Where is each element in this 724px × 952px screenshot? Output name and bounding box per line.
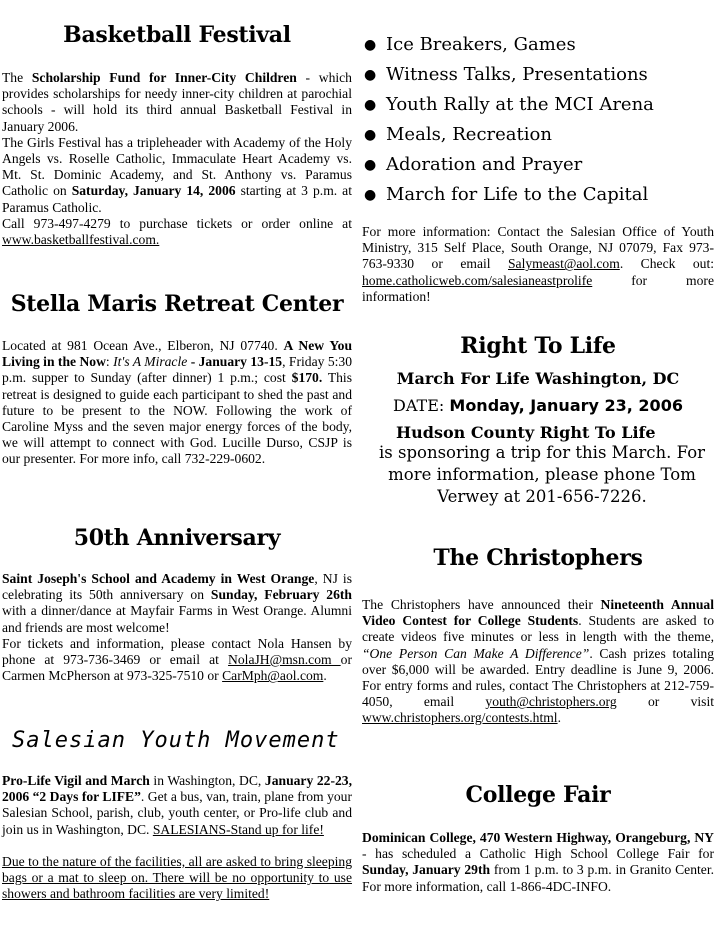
- rtl-title: Right To Life: [460, 333, 616, 359]
- nola-email-link[interactable]: NolaJH@msn.com: [228, 652, 341, 668]
- rtl-date: DATE: Monday, January 23, 2006: [393, 396, 683, 415]
- rtl-body: is sponsoring a trip for this March. For more information, please phone Tom Verwey at 201-656-7226.: [378, 443, 706, 506]
- rtl-subtitle: March For Life Washington, DC: [396, 369, 680, 388]
- right-to-life-section: [362, 333, 714, 508]
- christophers-title: The Christophers: [433, 545, 643, 571]
- activity-list: [362, 30, 714, 210]
- stella-section: [2, 291, 352, 468]
- stella-body: Located at 981 Ocean Ave., Elberon, NJ 07740. A New You Living in the Now: It's A Miracle - January 13-15, Friday 5:30 p.m. supper to Sunday (after dinner) 1 p.m.; cost $170. This retreat is designed to guide each participant to shed the past and future to be present to the NOW. Following the work of Caroline Myss and the seven major energy forces of the body, we will attempt to connect with God. Lucille Durso, CSJP is our presenter. For more info, call 732-229-0602.: [2, 338, 353, 467]
- christophers-body: The Christophers have announced their Nineteenth Annual Video Contest for College Students. Students are asked to create videos five minutes or less in length with the theme, “One Person Can Make A Difference”. Cash prizes totaling over $6,000 will be awarded. Entry deadline is June 9, 2006. For entry forms and rules, contact The Christophers at 212-759-4050, email youth@christophers.org or visit www.christophers.org/contests.html.: [362, 597, 714, 726]
- salesian-web-link[interactable]: home.catholicweb.com/salesianeastprolife: [362, 272, 593, 288]
- christophers-web-link[interactable]: www.christophers.org/contests.html: [362, 710, 558, 726]
- salesian-title: Salesian Youth Movement: [12, 728, 340, 753]
- christophers-email-link[interactable]: youth@christophers.org: [485, 694, 617, 710]
- salesian-section: [2, 728, 352, 902]
- anniversary-section: [2, 525, 352, 684]
- anniversary-body: Saint Joseph's School and Academy in West Orange, NJ is celebrating its 50th anniversary on Sunday, February 26th with a dinner/dance at Mayfair Farms in West Orange. Alumni and friends are most welcome! For tickets and information, please contact Nola Hansen by phone at 973-736-3469 or email at NolaJH@msn.com or Carmen McPherson at 973-325-7510 or CarMph@aol.com.: [2, 571, 353, 684]
- salesian-notice: Due to the nature of the facilities, all are asked to bring sleeping bags or a mat to sleep on. There will be no opportunity to use showers and bathroom facilities are very limited!: [2, 853, 352, 902]
- salesian-email-link[interactable]: Salymeast@aol.com: [508, 256, 620, 272]
- carmen-email-link[interactable]: CarMph@aol.com: [222, 668, 324, 684]
- basketball-body: The Scholarship Fund for Inner-City Children - which provides scholarships for needy inner-city children at parochial schools - will hold its third annual Basketball Festival in January 2006. The Girls Festival has a tripleheader with Academy of the Holy Angels vs. Roselle Catholic, Immaculate Heart Academy vs. Mt. St. Dominic Academy, and St. Anthony vs. Paramus Catholic on Saturday, January 14, 2006 starting at 3 p.m. at Paramus Catholic. Call 973-497-4279 to purchase tickets or order online at www.basketballfestival.com.: [2, 70, 352, 248]
- basketball-section: [2, 22, 352, 248]
- list-item: ● Youth Rally at the MCI Arena: [364, 94, 654, 115]
- rtl-org: Hudson County Right To Life: [396, 423, 656, 442]
- college-body: Dominican College, 470 Western Highway, Orangeburg, NY - has scheduled a Catholic High School College Fair for Sunday, January 29th from 1 p.m. to 3 p.m. in Granito Center. For more information, call 1-866-4DC-INFO.: [362, 830, 714, 894]
- basketball-title: Basketball Festival: [63, 22, 291, 48]
- salesian-list-block: [362, 30, 714, 305]
- list-item: ● Ice Breakers, Games: [364, 34, 576, 55]
- college-title: College Fair: [465, 782, 611, 808]
- college-fair-section: [362, 782, 714, 895]
- salesian-contact: For more information: Contact the Salesian Office of Youth Ministry, 315 Self Place, South Orange, NJ 07079, Fax 973-763-9330 or email Salymeast@aol.com. Check out: home.catholicweb.com/salesianeastprolife for more information!: [362, 224, 714, 304]
- stella-title: Stella Maris Retreat Center: [10, 291, 344, 317]
- anniversary-title: 50th Anniversary: [73, 525, 281, 551]
- list-item: ● Adoration and Prayer: [364, 154, 583, 175]
- list-item: ● Witness Talks, Presentations: [364, 64, 648, 85]
- basketball-link[interactable]: www.basketballfestival.com.: [2, 232, 160, 248]
- list-item: ● March for Life to the Capital: [364, 184, 649, 205]
- christophers-section: [362, 545, 714, 727]
- list-item: ● Meals, Recreation: [364, 124, 552, 145]
- salesian-body: Pro-Life Vigil and March in Washington, DC, January 22-23, 2006 “2 Days for LIFE”. Get a bus, van, train, plane from your Salesian School, parish, club, youth center, or Pro-life club and join us in Washington, DC. SALESIANS-Stand up for life!: [2, 773, 352, 837]
